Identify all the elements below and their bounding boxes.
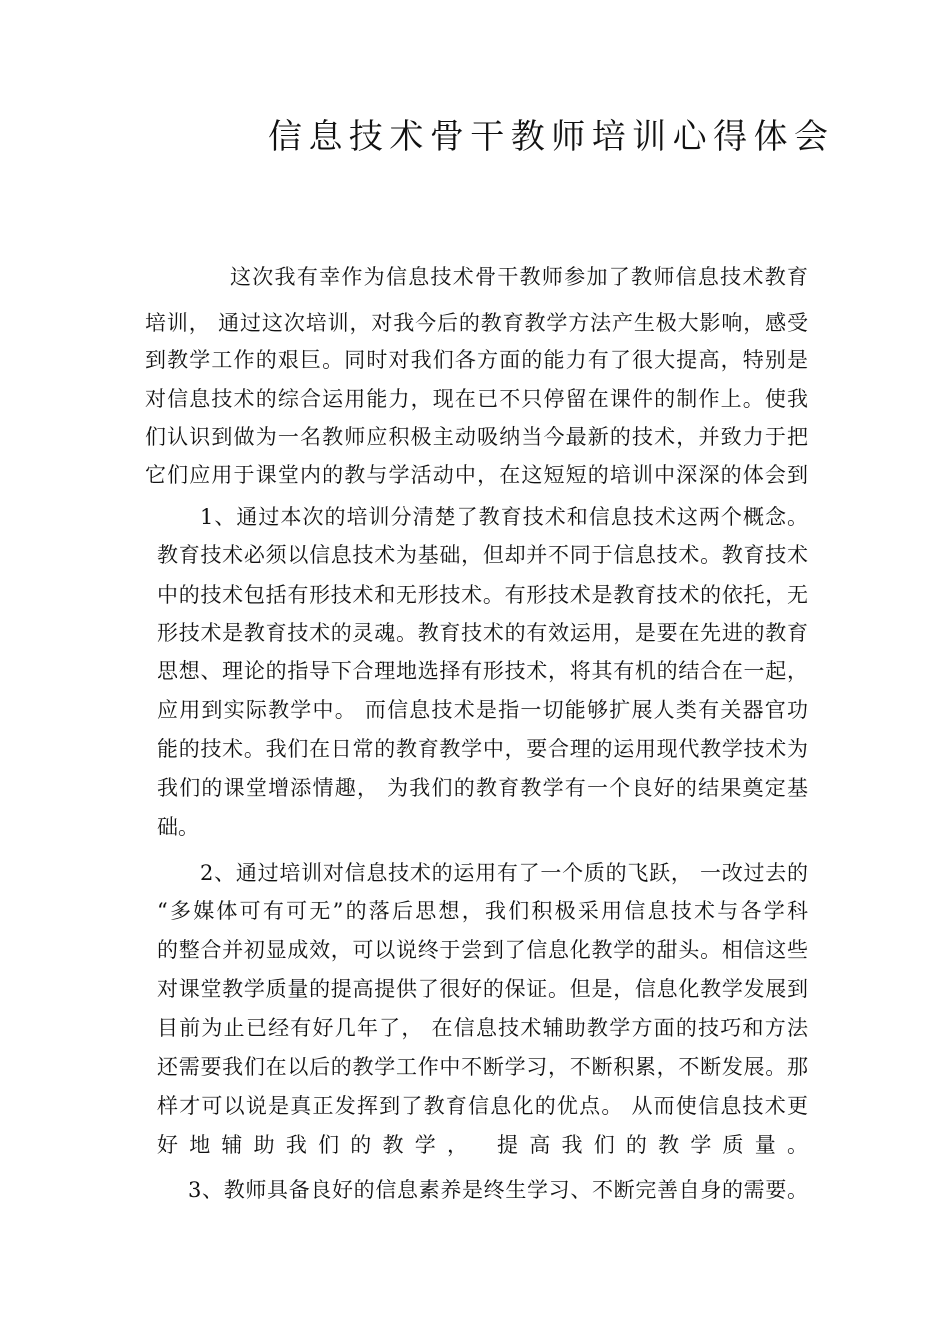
body-line-11: 思想、理论的指导下合理地选择有形技术，将其有机的结合在一起， <box>157 659 809 683</box>
body-line-2: 培训， 通过这次培训，对我今后的教育教学方法产生极大影响，感受 <box>145 311 809 335</box>
body-line-13: 能的技术。我们在日常的教育教学中，要合理的运用现代教学技术为 <box>157 737 809 761</box>
body-line-1: 这次我有幸作为信息技术骨干教师参加了教师信息技术教育 <box>230 265 810 289</box>
body-line-5: 们认识到做为一名教师应积极主动吸纳当今最新的技术，并致力于把 <box>145 425 810 449</box>
section-2-heading: 2、通过培训对信息技术的运用有了一个质的飞跃， 一改过去的 <box>200 861 809 885</box>
body-line-21: 还需要我们在以后的教学工作中不断学习，不断积累，不断发展。那 <box>157 1055 809 1079</box>
body-line-4: 对信息技术的综合运用能力，现在已不只停留在课件的制作上。使我 <box>145 387 810 411</box>
body-line-15: 础。 <box>157 815 199 839</box>
body-line-3: 到教学工作的艰巨。同时对我们各方面的能力有了很大提高，特别是 <box>145 348 810 372</box>
body-line-19: 对课堂教学质量的提高提供了很好的保证。但是，信息化教学发展到 <box>157 977 809 1001</box>
body-line-17: “多媒体可有可无”的落后思想，我们积极采用信息技术与各学科 <box>157 899 811 923</box>
body-line-23: 好地辅助我们的教学， 提高我们的教学质量。 <box>157 1133 820 1157</box>
body-line-18: 的整合并初显成效，可以说终于尝到了信息化教学的甜头。相信这些 <box>157 938 809 962</box>
body-line-10: 形技术是教育技术的灵魂。教育技术的有效运用，是要在先进的教育 <box>157 621 809 645</box>
body-line-14: 我们的课堂增添情趣， 为我们的教育教学有一个良好的结果奠定基 <box>157 776 810 800</box>
body-line-22: 样才可以说是真正发挥到了教育信息化的优点。 从而使信息技术更 <box>157 1094 810 1118</box>
body-line-20: 目前为止已经有好几年了， 在信息技术辅助教学方面的技巧和方法 <box>157 1016 810 1040</box>
body-line-6: 它们应用于课堂内的教与学活动中，在这短短的培训中深深的体会到 <box>145 463 810 487</box>
section-3-heading: 3、教师具备良好的信息素养是终生学习、不断完善自身的需要。 <box>188 1178 809 1202</box>
body-line-8: 教育技术必须以信息技术为基础，但却并不同于信息技术。教育技术 <box>157 543 809 567</box>
body-line-9: 中的技术包括有形技术和无形技术。有形技术是教育技术的依托，无 <box>157 583 809 607</box>
section-1-heading: 1、通过本次的培训分清楚了教育技术和信息技术这两个概念。 <box>200 505 810 529</box>
body-line-12: 应用到实际教学中。 而信息技术是指一切能够扩展人类有关器官功 <box>157 698 810 722</box>
document-title: 信息技术骨干教师培训心得体会 <box>268 117 835 157</box>
